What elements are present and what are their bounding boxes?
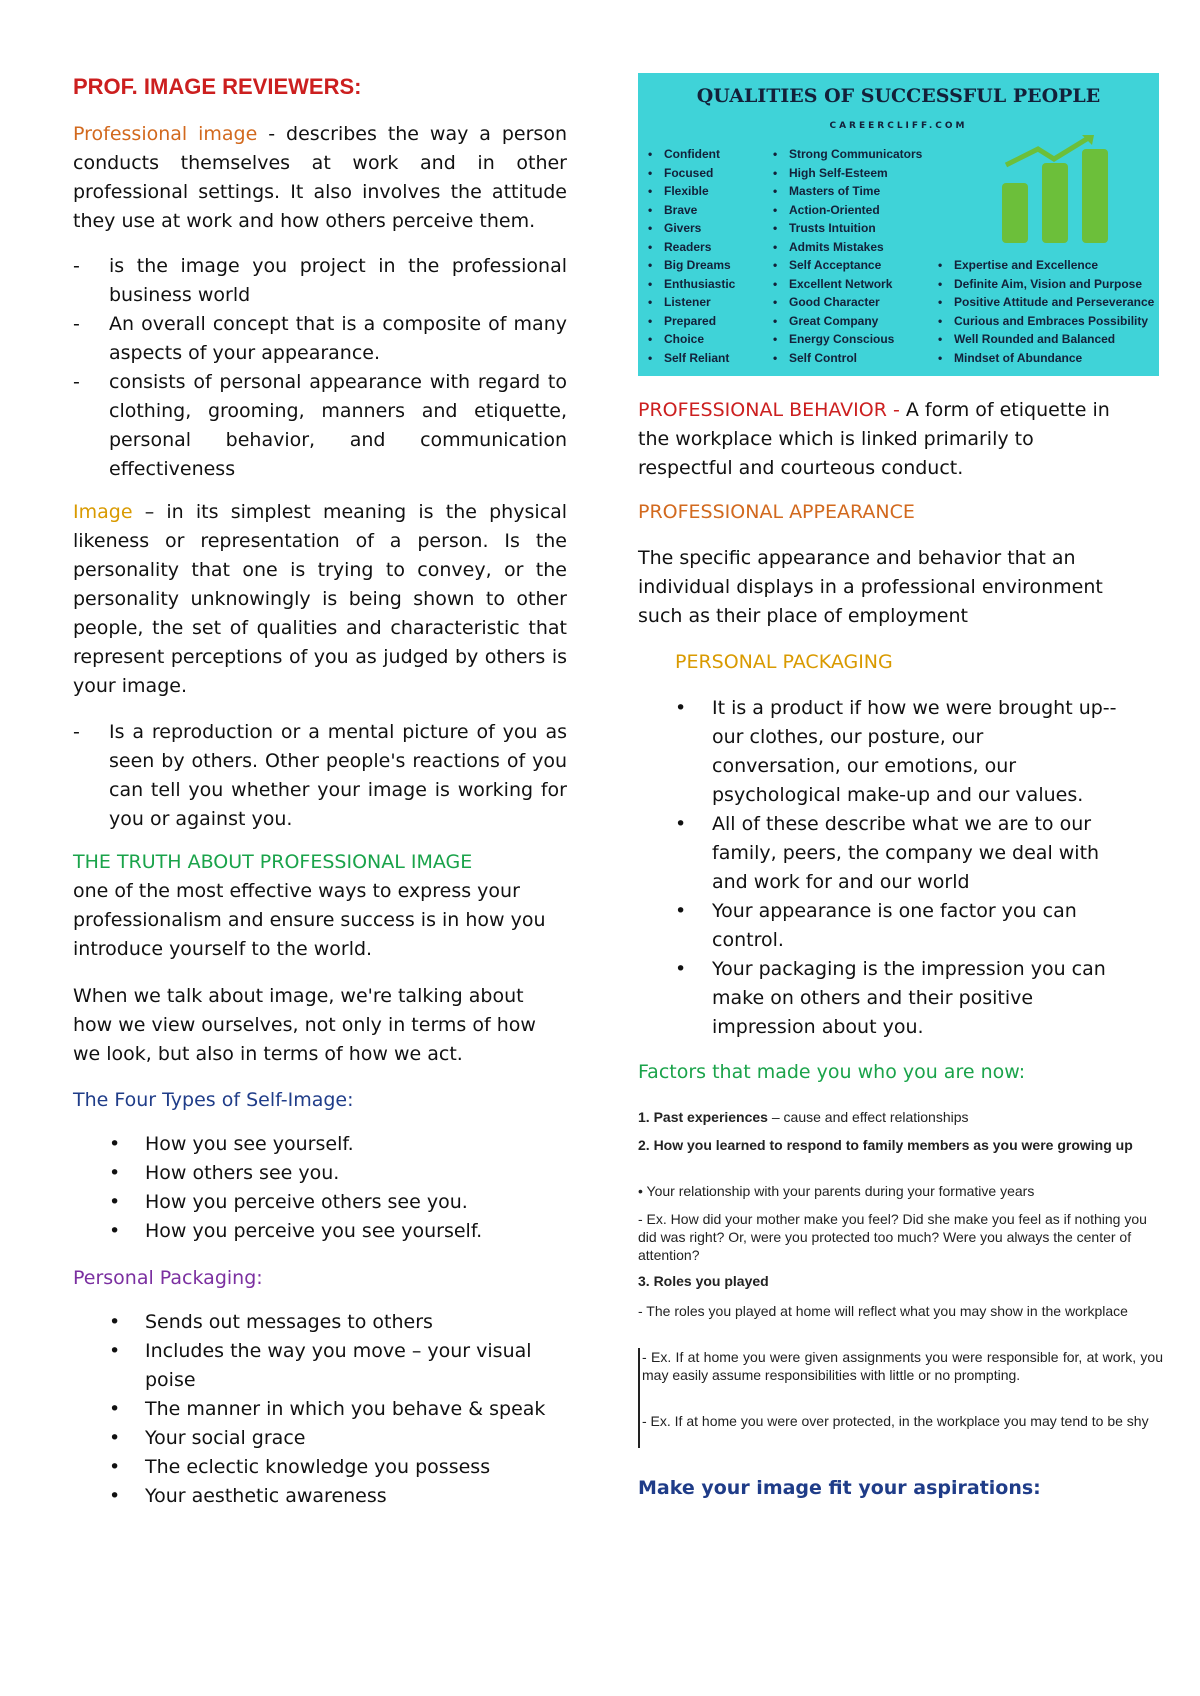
aspirations-heading: Make your image fit your aspirations: [638,1477,1041,1499]
quality-item: • Good Character [773,293,922,312]
quality-item: • Curious and Embraces Possibility [938,312,1154,331]
quality-item: • Readers [648,238,735,257]
vertical-rule [638,1348,640,1448]
behavior-definition: A form of etiquette in the workplace which is linked primarily to respectful and courteous conduct. [638,399,1110,479]
quality-item: • Flexible [648,182,735,201]
quality-item: • Self Control [773,349,922,368]
four-types-list [73,1130,567,1246]
professional-image-definition: - describes the way a person conducts themselves at work and in other professional settings. It also involves the attitude they use at work and how others perceive them. [73,123,568,232]
quality-item: • Listener [648,293,735,312]
quality-item: • Big Dreams [648,256,735,275]
bullet-marker: • [675,813,687,835]
infographic-site: CAREERCLIFF.COM [829,121,968,131]
factor-3: 3. Roles you played [638,1273,769,1289]
quality-item: • Trusts Intuition [773,219,922,238]
page-title: PROF. IMAGE REVIEWERS: [73,74,362,99]
quality-item: • Energy Conscious [773,330,922,349]
factor-3-example-1: - Ex. If at home you were given assignments you were responsible for, at work, you may easily assume responsibilities with little or no prompting. [642,1349,1163,1383]
quality-item: • Prepared [648,312,735,331]
professional-image-paragraph [73,120,567,236]
quality-item: • Self Reliant [648,349,735,368]
bullet-marker: • [109,1133,121,1155]
quality-item: • Givers [648,219,735,238]
dash-marker: - [73,255,80,277]
list-item: - An overall concept that is a composite of many aspects of your appearance. [73,310,567,368]
factor-2: 2. How you learned to respond to family members as you were growing up [638,1137,1133,1153]
factors-heading: Factors that made you who you are now: [638,1061,1026,1083]
four-types-heading: The Four Types of Self-Image: [73,1089,354,1111]
list-item: • It is a product if how we were brought up--our clothes, our posture, our conversation, our emotions, our psychological make-up and our values. [638,694,1118,810]
bullet-marker: • [675,900,687,922]
infographic-title: QUALITIES OF SUCCESSFUL PEOPLE [696,85,1101,107]
bullet-marker: • [109,1485,121,1507]
appearance-heading: PROFESSIONAL APPEARANCE [638,501,915,523]
factor-2-sub: • Your relationship with your parents during your formative years [638,1183,1035,1199]
appearance-text: The specific appearance and behavior that an individual displays in a professional environment such as their place of employment [638,547,1103,627]
dash-marker: - [73,721,80,743]
quality-item: • Action-Oriented [773,201,922,220]
factor-3-example-2: - Ex. If at home you were over protected, in the workplace you may tend to be shy [642,1413,1149,1429]
list-item: • Your social grace [73,1424,567,1453]
quality-item: • Definite Aim, Vision and Purpose [938,275,1154,294]
packaging-heading: Personal Packaging: [73,1267,263,1289]
professional-image-points [73,252,567,484]
personal-packaging-heading: PERSONAL PACKAGING [675,651,893,673]
bullet-marker: • [109,1162,121,1184]
bullet-marker: • [109,1220,121,1242]
dash-marker: - [73,371,80,393]
quality-item: • Mindset of Abundance [938,349,1154,368]
image-talk-text: When we talk about image, we're talking about how we view ourselves, not only in terms of how we look, but also in terms of how we act. [73,985,536,1065]
bar-tall [1082,149,1108,243]
quality-item: • Positive Attitude and Perseverance [938,293,1154,312]
quality-item: • Strong Communicators [773,145,922,164]
qualities-column-3 [938,256,1154,367]
quality-item: • Enthusiastic [648,275,735,294]
quality-item: • High Self-Esteem [773,164,922,183]
personal-packaging-list [638,694,1118,1042]
professional-image-term: Professional image [73,123,258,145]
bullet-marker: • [109,1398,121,1420]
quality-item: • Brave [648,201,735,220]
quality-item: • Great Company [773,312,922,331]
image-term: Image [73,501,133,523]
list-item: • The manner in which you behave & speak [73,1395,567,1424]
list-item: • How others see you. [73,1159,567,1188]
truth-text: one of the most effective ways to express your professionalism and ensure success is in how you introduce yourself to the world. [73,880,546,960]
behavior-paragraph [638,396,1128,483]
list-item: • Your appearance is one factor you can control. [638,897,1118,955]
qualities-column-1 [648,145,735,367]
qualities-column-2 [773,145,922,367]
bar-short [1002,183,1028,243]
packaging-list [73,1308,567,1511]
dash-marker: - [73,313,80,335]
quality-item: • Focused [648,164,735,183]
bar-medium [1042,163,1068,243]
quality-item: • Choice [648,330,735,349]
list-item: - consists of personal appearance with regard to clothing, grooming, manners and etiquette, personal behavior, and communication effectiveness [73,368,567,484]
image-paragraph [73,498,567,701]
list-item: • How you perceive you see yourself. [73,1217,567,1246]
bullet-marker: • [675,958,687,980]
bullet-marker: • [109,1427,121,1449]
qualities-infographic [638,73,1159,376]
quality-item: • Well Rounded and Balanced [938,330,1154,349]
factor-1: 1. Past experiences – cause and effect relationships [638,1109,969,1125]
quality-item: • Masters of Time [773,182,922,201]
quality-item: • Confident [648,145,735,164]
factor-2-example: - Ex. How did your mother make you feel? Did she make you feel as if nothing you did was right? Or, were you protected too much? Were you always the center of attention? [638,1211,1147,1263]
quality-item: • Excellent Network [773,275,922,294]
quality-item: • Expertise and Excellence [938,256,1154,275]
arrow-line [1006,137,1090,165]
growth-chart-icon [998,135,1118,245]
bullet-marker: • [109,1340,121,1362]
image-definition: – in its simplest meaning is the physical likeness or representation of a person. Is the personality that one is trying to convey, or the personality unknowingly is being shown to other people, the set of qualities and characteristic that represent perceptions of you as judged by others is your image. [73,501,567,697]
list-item: • All of these describe what we are to our family, peers, the company we deal with and work for and our world [638,810,1118,897]
list-item: • Includes the way you move – your visual poise [73,1337,567,1395]
bullet-marker: • [109,1311,121,1333]
factor-3-sub: - The roles you played at home will reflect what you may show in the workplace [638,1303,1128,1319]
list-item: • The eclectic knowledge you possess [73,1453,567,1482]
list-item: - is the image you project in the professional business world [73,252,567,310]
bullet-marker: • [675,697,687,719]
bullet-marker: • [109,1191,121,1213]
list-item: - Is a reproduction or a mental picture of you as seen by others. Other people's reactions of you can tell you whether your image is working for you or against you. [73,718,567,834]
behavior-term: PROFESSIONAL BEHAVIOR - [638,399,906,421]
truth-heading: THE TRUTH ABOUT PROFESSIONAL IMAGE [73,851,473,873]
list-item: • Your packaging is the impression you can make on others and their positive impression about you. [638,955,1118,1042]
quality-item: • Admits Mistakes [773,238,922,257]
image-points [73,718,567,834]
list-item: • Your aesthetic awareness [73,1482,567,1511]
quality-item: • Self Acceptance [773,256,922,275]
list-item: • Sends out messages to others [73,1308,567,1337]
list-item: • How you see yourself. [73,1130,567,1159]
bullet-marker: • [109,1456,121,1478]
list-item: • How you perceive others see you. [73,1188,567,1217]
